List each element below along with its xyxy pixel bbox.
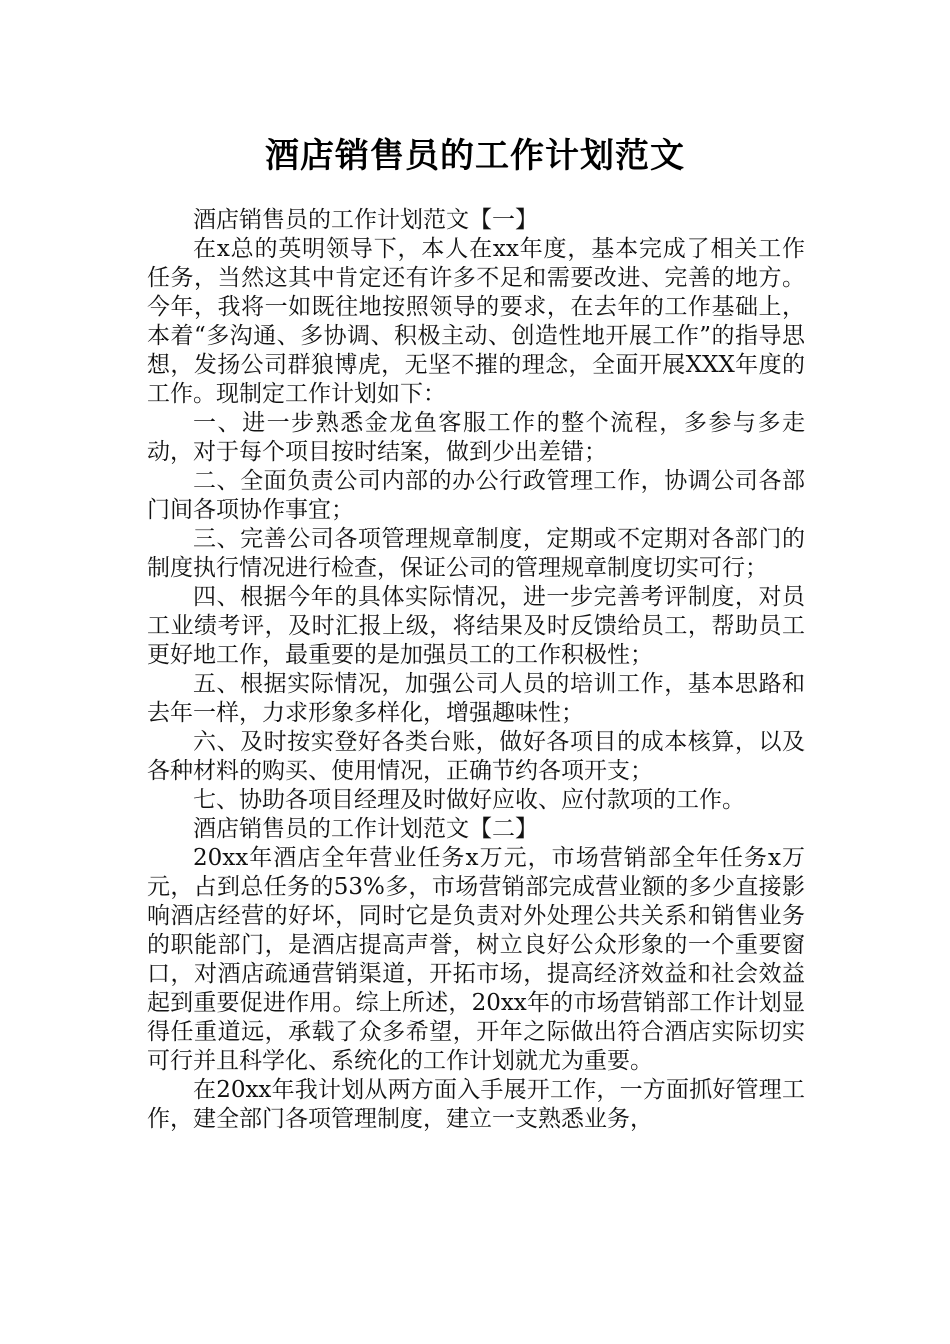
paragraph-intro: 在x总的英明领导下，本人在xx年度，基本完成了相关工作任务，当然这其中肯定还有许多不足和需要改进、完善的地方。今年，我将一如既往地按照领导的要求，在去年的工作基础上，本着“多沟通、多协调、积极主动、创造性地开展工作”的指导思想，发扬公司群狼博虎，无坚不摧的理念，全面开展XXX年度的工作。现制定工作计划如下： bbox=[147, 236, 805, 407]
paragraph-overview: 20xx年酒店全年营业任务x万元，市场营销部全年任务x万元，占到总任务的53%多，市场营销部完成营业额的多少直接影响酒店经营的好坏，同时它是负责对外处理公共关系和销售业务的职能部门，是酒店提高声誉，树立良好公众形象的一个重要窗口，对酒店疏通营销渠道，开拓市场，提高经济效益和社会效益起到重要促进作用。综上所述，20xx年的市场营销部工作计划显得任重道远，承载了众多希望，开年之际做出符合酒店实际切实可行并且科学化、系统化的工作计划就尤为重要。 bbox=[147, 845, 805, 1074]
plan-item-5: 五、根据实际情况，加强公司人员的培训工作，基本思路和去年一样，力求形象多样化，增强趣味性； bbox=[147, 671, 805, 726]
paragraph-plan-start: 在20xx年我计划从两方面入手展开工作，一方面抓好管理工作，建全部门各项管理制度，建立一支熟悉业务， bbox=[147, 1077, 805, 1132]
section-heading-1: 酒店销售员的工作计划范文【一】 bbox=[193, 207, 538, 233]
plan-item-4: 四、根据今年的具体实际情况，进一步完善考评制度，对员工业绩考评，及时汇报上级，将结果及时反馈给员工，帮助员工更好地工作，最重要的是加强员工的工作积极性； bbox=[147, 584, 805, 668]
plan-item-7: 七、协助各项目经理及时做好应收、应付款项的工作。 bbox=[193, 787, 745, 813]
document-title: 酒店销售员的工作计划范文 bbox=[265, 136, 685, 176]
plan-item-3: 三、完善公司各项管理规章制度，定期或不定期对各部门的制度执行情况进行检查，保证公司的管理规章制度切实可行； bbox=[147, 526, 805, 581]
document-body bbox=[147, 206, 805, 1134]
plan-item-1: 一、进一步熟悉金龙鱼客服工作的整个流程，多参与多走动，对于每个项目按时结案，做到少出差错； bbox=[147, 410, 805, 465]
plan-item-2: 二、全面负责公司内部的办公行政管理工作，协调公司各部门间各项协作事宜； bbox=[147, 468, 805, 523]
section-heading-2: 酒店销售员的工作计划范文【二】 bbox=[193, 816, 538, 842]
plan-item-6: 六、及时按实登好各类台账，做好各项目的成本核算，以及各种材料的购买、使用情况，正确节约各项开支； bbox=[147, 729, 805, 784]
